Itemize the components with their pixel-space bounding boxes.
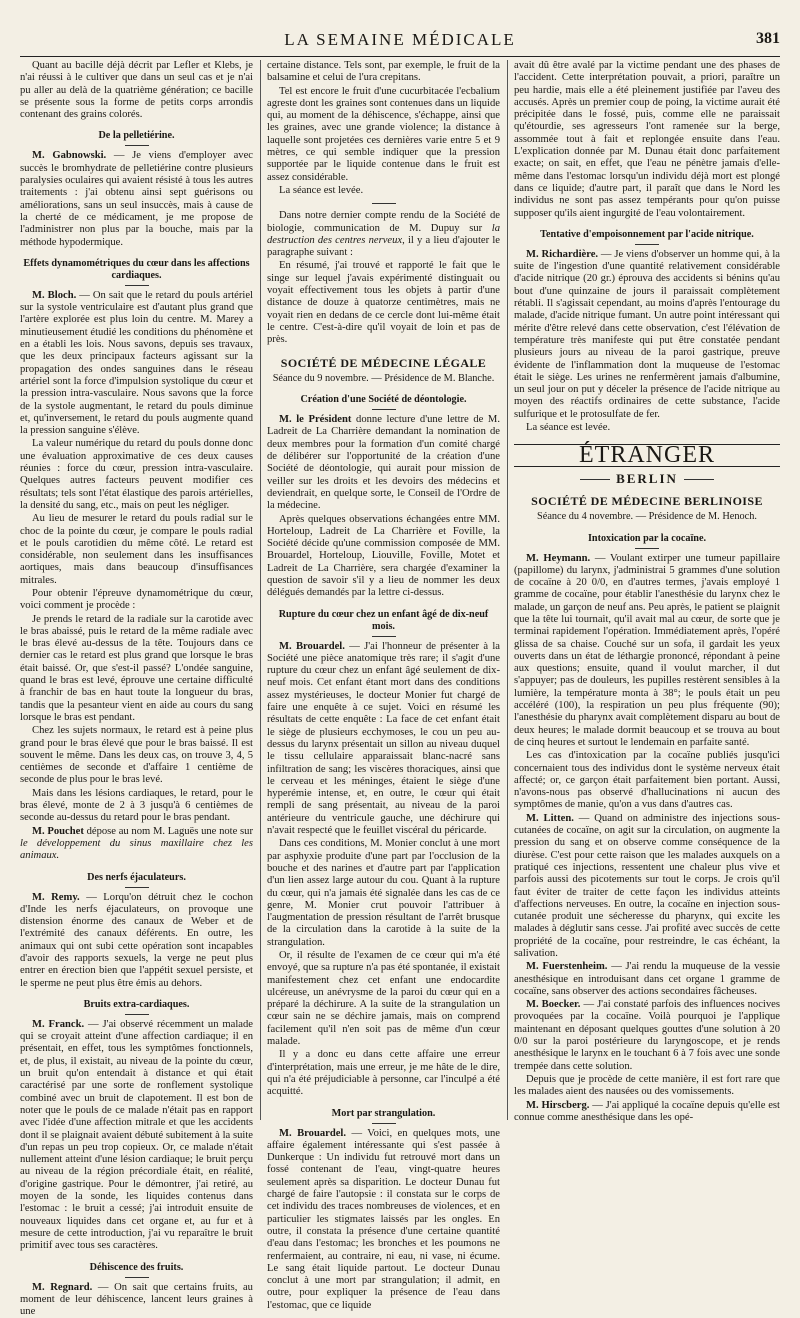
paragraph <box>514 553 780 750</box>
paragraph <box>20 290 253 438</box>
paragraph <box>514 813 780 961</box>
paragraph: Quant au bacille déjà décrit par Lefler et Klebs, je n'ai réussi à le cultiver que dans un seul cas et je n'ai pu aller au delà de la quatrième génération; ce bacille se présente sous la forme de petits corps arrondis contenant des grains colorés. <box>20 60 253 121</box>
page-number: 381 <box>756 30 780 47</box>
paragraph <box>20 1019 253 1253</box>
paragraph-text: — J'ai constaté parfois des influences nocives provoquées par la cocaïne. Voilà pourquoi je l'applique maintenant en déposant quelques gouttes d'une solution à 20 0/0 sur la paroi postérieure du laryngoscope, et je rends anesthésique le larynx en le touchant 6 à 7 fois avec une sonde trempée dans cette solution. <box>514 999 780 1072</box>
section-heading: Des nerfs éjaculateurs. <box>20 872 253 888</box>
section-heading: Effets dynamométriques du cœur dans les affections cardiaques. <box>20 258 253 286</box>
column-3 <box>514 60 781 1123</box>
paragraph-text: — Quand on administre des injections sous-cutanées de cocaïne, on agit sur la circulation, on augmente la pression du sang et on observe comme conséquence de la diurèse. C'est pour cette raison que les malades auxquels on a pratiqué ces injections, ressentent une chaleur plus vive et parfois aussi des picotements sur tout le corps. Je crois qu'il faut éviter de traiter de cette façon les individus atteints d'affections nerveuses. En outre, la cocaïne en injection sous-cutanée produit une sécheresse du pharynx, qui excite les malades à déglutir sans cesse. J'ai profité avec succès de cette propriété de la cocaïne, pour restreindre, le cas échéant, la salivation. <box>514 812 780 959</box>
paragraph: Après quelques observations échangées entre MM. Horteloup, Ladreit de La Charrière et Foville, la Société décide qu'une commission composée de MM. Brouardel, Horteloup, Liouville, Foville, Motet et Ladreit de La Charrière, sera chargée d'examiner la question de savoir s'il y a lieu de nommer les deux délégués demandés par la lettre ci-dessus. <box>267 513 500 599</box>
speaker: M. Regnard. <box>32 1281 93 1293</box>
speaker: M. Richardière. <box>526 248 599 260</box>
paragraph: Au lieu de mesurer le retard du pouls radial sur le choc de la pointe du cœur, je compare le pouls radial et le pouls carotidien du même côté. Le retard est considérable, non seulement dans les insuffisances aortiques, mais dans beaucoup d'insuffisances mitrales. <box>20 513 253 586</box>
section-heading: Mort par strangulation. <box>267 1108 500 1124</box>
paragraph-text: — J'ai observé récemment un malade qui se croyait atteint d'une affection cardiaque; il en présentait, en effet, tous les symptômes fonctionnels, et, de plus, il existait, au niveau de la pointe du cœur, un bruit qu'on entendait à distance et qui était caractérisé par une sorte de ronflement systolique combiné avec un bruit de clapotement. Il est bon de noter que le pouls de ce malade n'était pas en rapport avec l'idée d'une affection mitrale et que les accidents dont il se plaignait avaient débuté subitement à la suite d'un repas un peu trop copieux. Or, ce malade n'était nullement atteint d'une lésion cardiaque; le bruit perçu au niveau de la région précordiale était, en réalité, d'origine gastrique. Pour le démontrer, j'ai retiré, au moyen de la sonde, les liquides contenus dans l'estomac : le bruit a cessé; j'ai introduit ensuite de nouveaux liquides dans cet organe et, au fur et à mesure de cette introduction, j'ai vu reparaître le bruit primitif avec tous ses caractères. <box>20 1018 253 1252</box>
paragraph: Pour obtenir l'épreuve dynamométrique du cœur, voici comment je procède : <box>20 587 253 612</box>
speaker: M. Brouardel. <box>279 640 345 652</box>
speaker: M. Gabnowski. <box>32 150 107 162</box>
paragraph: Dans ces conditions, M. Monier conclut à une mort par asphyxie produite d'une part par l'occlusion de la bouche et des narines et d'autre part par l'application d'un lien assez large autour du cou. Quant à la rupture du cœur, qui n'a jamais été signalée dans les cas de ce genre, M. Monier crut pouvoir l'attribuer à l'augmentation de pression résultant de l'arrêt brusque de la circulation dans la carotide à la suite de la strangulation. <box>267 838 500 948</box>
paragraph: Depuis que je procède de cette manière, il est fort rare que les malades aient des nausées ou des vomissements. <box>514 1073 780 1098</box>
paragraph-text: , il y a lieu d'ajouter le paragraphe suivant : <box>267 234 500 259</box>
speaker: M. le Président <box>279 414 352 426</box>
speaker: M. Boecker. <box>526 999 581 1011</box>
paragraph-text: — J'ai l'honneur de présenter à la Société une pièce anatomique très rare; il s'agit d'une rupture du cœur chez un enfant âgé seulement de dix-neuf mois. Cet enfant étant mort dans des conditions assez mystérieuses, le docteur Monier fut chargé de faire une enquête à ce sujet. Voici en résumé les résultats de cette enquête : La face de cet enfant était le siège de plusieurs ecchymoses, le cou un peu au-dessus du larynx présentait un sillon au niveau duquel le tissu cellulaire apparaissait blanc-nacré sans infiltration de sang; les viscères thoraciques, ainsi que le cerveau et les méninges, étaient le siège d'une hyperémie intense, et, en outre, le cœur qui était rempli de sang présentait, au niveau de la paroi antérieure du ventricule gauche, une déchirure qui n'avait respecté que le feuillet viscéral du péricarde. <box>267 640 501 837</box>
speaker: M. Remy. <box>32 891 80 903</box>
city-heading: BERLIN <box>514 473 780 485</box>
paragraph-text: — Je viens d'observer un homme qui, à la suite de l'ingestion d'une quantité relativement considérable d'acide nitrique (20 gr.) éprouva des accidents si bénins qu'au bout d'une quinzaine de jours il paraissait complètement rétabli. Il s'agissait cependant, au moins d'après l'entourage du malade, d'acide nitrique fumant. Un autre point intéressant qui mérite d'être relevé dans cette observation, c'est l'élévation de température très manifeste qui put être constatée pendant plusieurs jours au niveau de la paroi gastrique, preuve évidente de l'inflammation dont la muqueuse de l'estomac était le siège. Les urines ne renfermèrent jamais d'albumine, un seul jour on put y déceler la présence de l'acide nitrique au moyen des réactifs ordinaires de cette substance, l'acide sulfurique et le protosulfate de fer. <box>514 248 780 420</box>
journal-title: LA SEMAINE MÉDICALE <box>284 30 516 49</box>
separator <box>267 203 500 204</box>
speaker: M. Brouardel. <box>279 1127 347 1139</box>
paragraph-text: Dans notre dernier compte rendu de la Société de biologie, communication de M. Dupuy sur <box>267 210 500 234</box>
section-heading: Intoxication par la cocaïne. <box>514 533 780 549</box>
paragraph <box>267 210 500 259</box>
column-1 <box>20 60 254 1318</box>
paragraph-text: — On sait que certains fruits, au moment de leur déhiscence, lancent leurs graines à une <box>20 1281 253 1318</box>
paragraph-text: donne lecture d'une lettre de M. Ladreit de La Charrière demandant la nomination de deux membres pour la formation d'un comité chargé de délibérer sur l'opportunité de la création d'une Société de déontologie, qui aurait pour mission de veiller sur les droits et les devoirs des médecins et deviendrait, en quelque sorte, le Conseil de l'Ordre de la médecine. <box>267 414 501 512</box>
speaker: M. Pouchet <box>32 825 84 837</box>
paragraph-text: — Je viens d'employer avec succès le bromhydrate de pelletiérine contre plusieurs paralysies oculaires qui avaient résisté à tous les autres traitements : j'ai obtenu ainsi sept guérisons ou améliorations, sans un seul insuccès, mais à cause de la cherté de ce médicament, je me propose de l'administrer non plus par la bouche, mais par la méthode hypodermique. <box>20 150 253 248</box>
paragraph <box>20 150 253 248</box>
paragraph: Tel est encore le fruit d'une cucurbitacée l'ecbalium agreste dont les graines sont contenues dans un liquide qui, au moment de la déhiscence, s'échappe, ainsi que les graines, avec une grande violence; la distance à laquelle sont projetées ces dernières varie entre 5 et 9 mètres, ce qui semble indiquer que la pression supportée par le liquide contenue dans le fruit est assez considérable. <box>267 85 500 183</box>
speaker: M. Fuerstenheim. <box>526 961 608 973</box>
session-info: Séance du 4 novembre. — Présidence de M. Henoch. <box>537 511 757 523</box>
column-divider <box>507 60 508 1120</box>
paragraph <box>267 641 500 838</box>
speaker: M. Litten. <box>526 812 574 824</box>
section-heading: Déhiscence des fruits. <box>20 1262 253 1278</box>
paragraph-text: — On sait que le retard du pouls artériel sur la systole ventriculaire est d'autant plus grand que l'artère explorée est plus loin du centre. M. Marey a minutieusement étudié les conditions du phénomène et en a établi les lois. Nous savons, depuis ses travaux, que les deux principaux facteurs agissant sur la propagation des ondes sanguines dans le réseau artériel sont la force d'impulsion systolique du cœur et la pression intra-vasculaire. Nous savons que la force de la systole augmentant, le retard du pouls diminue et, qu'inversement, le retard du pouls augmente quand la pression sanguine s'élève. <box>20 289 253 437</box>
speaker: M. Franck. <box>32 1018 85 1030</box>
paragraph: Mais dans les lésions cardiaques, le retard, pour le bras élevé, monte de 2 à 3 jusqu'à 6 centièmes de seconde au-dessus du retard pour le bras pendant. <box>20 787 253 824</box>
paragraph-text: dépose au nom M. Laguës une note sur <box>83 825 253 837</box>
paragraph: Chez les sujets normaux, le retard est à peine plus grand pour le bras élevé que pour le bras baissé. Il est souvent le même. Dans les deux cas, on trouve 3, 4, 5 centièmes de seconde et d'affaire 1 centième de seconde de plus pour le bras levé. <box>20 725 253 786</box>
section-heading: De la pelletiérine. <box>20 130 253 146</box>
paragraph-text: — Lorqu'on détruit chez le cochon d'Inde les nerfs éjaculateurs, on provoque une distension énorme des canaux de Weber et de l'extrémité des canaux déférents. En outre, les animaux qui ont subi cette opération sont incapables d'avoir des rapports sexuels, la verge ne peut plus entrer en érection bien que l'appétit sexuel persiste, et le sperme ne peut plus être émis au dehors. <box>20 891 254 989</box>
header-rule <box>20 56 780 57</box>
paragraph <box>514 1100 780 1125</box>
session-info: Séance du 9 novembre. — Présidence de M. Blanche. <box>272 372 495 384</box>
paragraph <box>20 892 253 990</box>
paragraph <box>267 1128 500 1312</box>
paragraph: Il y a donc eu dans cette affaire une erreur d'interprétation, mais une erreur, je me hâte de le dire, qui n'a été préjudiciable à personne, car l'inculpé a été acquitté. <box>267 1049 500 1098</box>
column-divider <box>260 60 261 1120</box>
paragraph: Or, il résulte de l'examen de ce cœur qui m'a été envoyé, que sa rupture n'a pas été spontanée, il existait manifestement chez cet enfant une endocardite ulcéreuse, un anévrysme de la paroi du cœur qui en a préparé la déchirure. A la suite de la strangulation un cœur sain ne se déchire jamais, mais on comprend facilement qu'il n'en soit pas de même d'un cœur malade. <box>267 950 500 1048</box>
section-heading: Bruits extra-cardiaques. <box>20 999 253 1015</box>
society-heading: SOCIÉTÉ DE MÉDECINE BERLINOISE <box>531 493 763 508</box>
paragraph <box>20 826 253 863</box>
speaker: M. Bloch. <box>32 289 77 301</box>
paragraph <box>514 999 780 1073</box>
column-2 <box>267 60 501 1311</box>
paragraph: La séance est levée. <box>279 184 364 196</box>
paragraph: En résumé, j'ai trouvé et rapporté le fait que le singe sur lequel j'avais expérimenté distinguait ou voyait effectivement tous les objets à partir d'une distance de douze à quatorze centimètres, mais ne voyait rien en dedans de ce cercle dont lui-même était le centre. C'est-à-dire qu'il voyait de loin et pas de près. <box>267 260 500 346</box>
paragraph <box>514 249 780 421</box>
paragraph-text: — Voici, en quelques mots, une affaire également intéressante qui s'est passée à Dunkerque : Un individu fut retrouvé mort dans un fossé contenant de l'eau, vingt-quatre heures seulement après sa disparition. Le docteur Dunau fut chargé de faire l'autopsie : il constata sur le corps de cet individu des traces nombreuses de violences, et en particulier les stigmates laissés par les ongles. En outre, il constata la présence d'une certaine quantité d'eau dans l'estomac; les bronches et les poumons ne renfermaient, au contraire, ni eau, ni vase, ni écume. Le sang était liquide partout. Le docteur Dunau conclut à une mort par strangulation; il admit, en outre, pour expliquer la présence de l'eau dans l'estomac, que ce liquide <box>267 1127 500 1311</box>
speaker: M. Hirscberg. <box>526 1099 590 1111</box>
paragraph: certaine distance. Tels sont, par exemple, le fruit de la balsamine et celui de l'ura crepitans. <box>267 60 500 84</box>
section-heading: Rupture du cœur chez un enfant âgé de dix-neuf mois. <box>267 609 500 637</box>
paragraph <box>267 414 500 512</box>
paragraph <box>514 961 780 998</box>
section-heading: Tentative d'empoisonnement par l'acide nitrique. <box>514 229 780 245</box>
masthead <box>20 30 780 52</box>
section-heading: Création d'une Société de déontologie. <box>267 394 500 410</box>
paragraph: Je prends le retard de la radiale sur la carotide avec le bras abaissé, puis le retard de la même radiale avec le bras élevé au-dessus de la tête. Toujours dans ce dernier cas le retard est plus grand que lorsque le bras était baissé. Or, que s'est-il passé? L'ondée sanguine, quand le bras est levé, éprouve une certaine difficulté à franchir de bas en haut toute la longueur du bras, tandis que la pesanteur vient en aide au cours du sang lorsque le bras est pendant. <box>20 613 253 723</box>
society-heading: SOCIÉTÉ DE MÉDECINE LÉGALE <box>280 355 487 370</box>
paragraph: La séance est levée. <box>526 422 611 434</box>
paragraph-text: — J'ai rendu la muqueuse de la vessie anesthésique en introduisant dans cet organe 1 gramme de cocaïne, sans observer des actions secondaires fâcheuses. <box>514 961 780 997</box>
foreign-section-title: ÉTRANGER <box>514 444 780 466</box>
paragraph-text: — Voulant extirper une tumeur papillaire (papillome) du larynx, j'administrai 5 grammes d'une solution de cocaïne à 20 0/0, en d'autres termes, j'avais employé 1 gramme de cocaïne, pour établir l'anesthésie du larynx chez le malade, un garçon de neuf ans. Peu après, le patient se plaignit que la tête lui tournait, qu'il avait mal au cœur, de sorte que je terminai rapidement l'opération. Immédiatement après, l'opéré glissa de sa chaise. Couché sur un sofa, il gardait les yeux ouverts dans un état de léthargie prononcé, répondant à peine aux questions; ensuite, quand il voulut marcher, il dut s'appuyer; pas de douleurs, les pupilles restèrent sensibles à la lumière, la température monta à 38°; le pouls était un peu accéléré (100), la respiration un peu plus fréquente (90); l'anesthésie du pharynx avait complètement disparu au bout de deux heures; le malade dormit beaucoup et se trouva au bout de cinq heures et surtout le lendemain en parfaite santé. <box>514 552 780 748</box>
paper-title: la destruction des centres nerveux <box>267 222 500 246</box>
paragraph: avait dû être avalé par la victime pendant une des phases de l'accident. Cette interprétation pouvait, a priori, paraître un peu hardie, mais elle a été pleinement justifiée par l'aveu des accusés. Après un premier coup de poing, la victime aurait été précipitée dans le fossé, puis, comme elle ne paraissait qu'étourdie, ses agresseurs l'ont ramenée sur la berge, assommée tout à fait et replongée ensuite dans l'eau. L'explication donnée par M. Dunau était donc parfaitement exacte; on sait, en effet, que l'eau ne pénètre jamais d'elle-même dans l'estomac lorsqu'un individu déjà mort est plongé dans ce liquide; d'autre part, il paraît que dans le Nord les individus ne sont pas assez tempérants pour qu'on puisse supposer qu'ils aient ingurgité de l'eau volontairement. <box>514 60 780 219</box>
speaker: M. Heymann. <box>526 552 591 564</box>
paragraph-text: — J'ai appliqué la cocaïne depuis qu'elle est connue comme anesthésique dans les opé- <box>514 1099 781 1123</box>
paragraph <box>20 1282 253 1318</box>
paragraph: Les cas d'intoxication par la cocaïne publiés jusqu'ici concernaient tous des individus dont le système nerveux était affecté; or, ce garçon était parfaitement bien portant. Aussi, n'avons-nous pas observé d'hallucinations ni aucun des symptômes de manie, qu'on a vus dans d'autres cas. <box>514 750 780 811</box>
paragraph: La valeur numérique du retard du pouls donne donc une évaluation approximative de ces deux causes réunies : force du cœur, pression intra-vasculaire. Quelques autres facteurs peuvent modifier ces résultats; tels sont l'état élastique des parois artérielles, la densité du sang, etc., mais on peut les négliger. <box>20 438 253 511</box>
note-title: le développement du sinus maxillaire chez les animaux. <box>20 837 253 862</box>
